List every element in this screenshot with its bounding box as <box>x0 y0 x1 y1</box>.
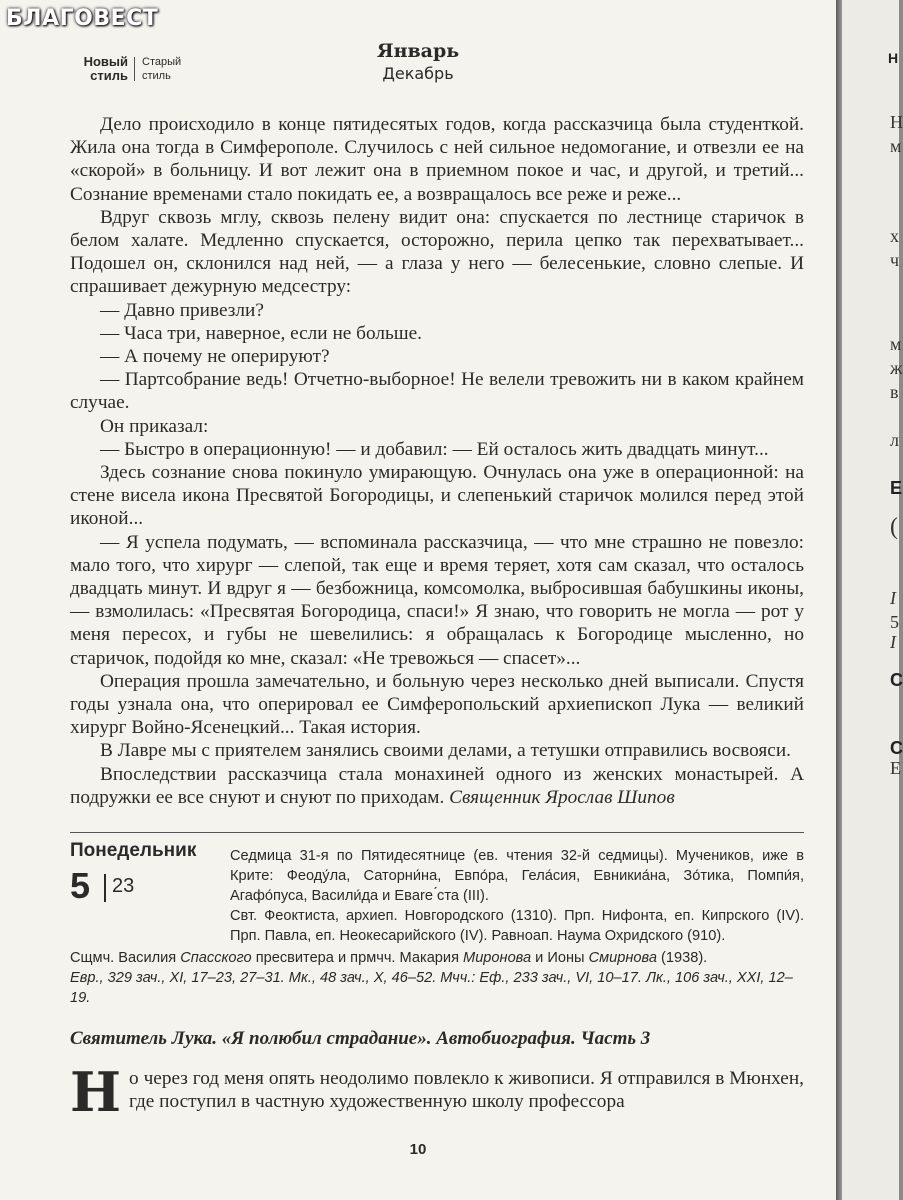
month-title: Январь <box>376 40 460 62</box>
page-number: 10 <box>409 1141 427 1158</box>
next-page-fragment: л <box>890 430 899 450</box>
commemoration-line: Седмица 31-я по Пятидесятнице (ев. чтения 32-й седмицы). Мучеников, иже в Крите: Феоду́ла, Саторни́на, Евпо́ра, Гела́сия, Евникиа́на, Зо́тика, Помпи́я, Агафо́пуса, Васили́да и Евare ́ста (III). <box>230 848 804 904</box>
next-page-fragment: С <box>890 738 903 758</box>
story-paragraph: В Лавре мы с приятелем занялись своими делами, а тетушки отправились восвояси. <box>100 740 791 762</box>
story-paragraph: Дело происходило в конце пятидесятых годов, когда рассказчица была студенткой. Жила она тогда в Симферополе. Случилось с ней сильное недомогание, и отвезли ее на «скорой» в больницу. И вот лежит она в приемном покое и час, и другой, и третий... Сознание временами стало покидать ее, а возвращалось все реже и реже... <box>70 114 804 205</box>
commemoration-text: и Ионы <box>531 950 589 966</box>
commemoration-line: Свт. Феоктиста, архиеп. Новгородского (1310). Прп. Нифонта, еп. Кипрского (IV). Прп. Павла, еп. Неокесарийского (IV). Равноап. Наума Охридского (910). <box>230 908 804 944</box>
old-style-label: Старый стиль <box>142 56 182 82</box>
next-page-edge <box>842 0 903 1200</box>
new-style-date: 5 <box>70 865 91 906</box>
next-page-fragment: I <box>890 588 896 608</box>
next-page-fragment: Е <box>890 758 901 778</box>
next-page-fragment: х <box>890 226 899 246</box>
commemoration-text: пресвитера и прмчч. Макария <box>251 950 464 966</box>
story-paragraph: — Быстро в операционную! — и добавил: — Ей осталось жить двадцать минут... <box>100 438 769 460</box>
drop-cap: Н <box>70 1060 122 1124</box>
next-page-fragment: м <box>890 334 902 354</box>
story-paragraph: Операция прошла замечательно, и больную через несколько дней выписали. Спустя годы узнала она, что оперировал ее Симферопольский архиепископ Лука — великий хирург Войно-Ясенецкий... Такая история. <box>70 670 804 739</box>
commemoration-name: Спасского <box>180 950 252 966</box>
commemoration-line <box>70 948 804 968</box>
scripture-readings: Евр., 329 зач., XI, 17–23, 27–31. Мк., 48 зач., X, 46–52. Мчч.: Еф., 233 зач., VI, 10–17. Лк., 106 зач., XXI, 12–19. <box>70 970 793 1006</box>
commemoration-name: Миронова <box>463 950 532 966</box>
story-paragraph: Вдруг сквозь мглу, сквозь пелену видит она: спускается по лестнице старичок в белом халате. Медленно спускается, осторожно, перила цепко так перехватывает... Подошел он, склонился над ней, — а глаза у него — белесенькие, словно слепые. И спрашивает дежурную медсестру: <box>70 206 804 298</box>
next-page-fragment: ( <box>890 514 898 540</box>
watermark-logo: БЛАГОВЕСТ <box>6 6 159 31</box>
old-month-title: Декабрь <box>382 64 454 83</box>
day-commemorations-continued <box>70 948 804 1008</box>
next-page-fragment: ч <box>890 250 900 270</box>
story-paragraph-text: Впоследствии рассказчица стала монахиней одного из женских монастырей. А подружки ее все снуют и снуют по приходам. <box>70 763 804 808</box>
story-paragraph: — Я успела подумать, — вспоминала рассказчица, — что мне страшно не повезло: мало того, что хирург — слепой, так еще и время теряет, хотя сам сказал, что осталось двадцать минут. И вдруг я — безбожница, комсомолка, выбросившая бабушкины иконы, — взмолилась: «Пресвятая Богородица, спаси!» Я знаю, что говорить не могла — рот у меня пересох, и губы не шевелились: я обращалась к Богородице мысленно, но старичок, подойдя ко мне, сказал: «Не тревожься — спасет»... <box>70 531 804 669</box>
autobiography-paragraph: о через год меня опять неодолимо повлекло к живописи. Я отправился в Мюнхен, где поступил в частную художественную школу профессора <box>129 1068 804 1113</box>
next-page-fragment: ж <box>890 358 903 378</box>
next-page-header: Н <box>888 50 899 66</box>
next-page-fragment: в <box>890 382 899 402</box>
next-page-fragment: С <box>890 670 903 690</box>
next-page-fragment: м <box>890 136 902 156</box>
day-commemorations <box>230 846 804 946</box>
next-page-fragment: I <box>890 632 896 652</box>
story-paragraph: — А почему не оперируют? <box>100 346 330 368</box>
section-divider <box>70 832 804 833</box>
date-separator <box>104 874 106 902</box>
story-paragraph: — Часа три, наверное, если не больше. <box>100 322 422 344</box>
next-page-fragment: Н <box>890 112 903 132</box>
story-text <box>70 113 804 809</box>
new-style-label: Новый стиль <box>83 54 128 83</box>
story-paragraph: — Партсобрание ведь! Отчетно-выборное! Не велели тревожить ни в каком крайнем случае. <box>70 369 804 414</box>
story-paragraph: — Давно привезли? <box>100 299 264 321</box>
story-signature: Священник Ярослав Шипов <box>449 786 675 808</box>
section-title: Святитель Лука. «Я полюбил страдание». Автобиография. Часть 3 <box>70 1028 651 1049</box>
commemoration-text: Сщмч. Василия <box>70 950 181 966</box>
story-paragraph: Он приказал: <box>100 415 209 437</box>
old-style-date: 23 <box>112 875 135 897</box>
story-paragraph: Здесь сознание снова покинуло умирающую. Очнулась она уже в операционной: на стене висела икона Пресвятой Богородицы, и слепенький старичок молился перед этой иконой... <box>70 462 804 530</box>
commemoration-name: Смирнова <box>588 950 657 966</box>
weekday-label: Понедельник <box>70 840 197 861</box>
next-page-fragment: 5 <box>890 612 899 632</box>
story-paragraph-last <box>70 763 804 809</box>
next-page-fragment: Е <box>890 478 903 498</box>
autobiography-text <box>70 1060 804 1124</box>
commemoration-text: (1938). <box>656 950 708 966</box>
